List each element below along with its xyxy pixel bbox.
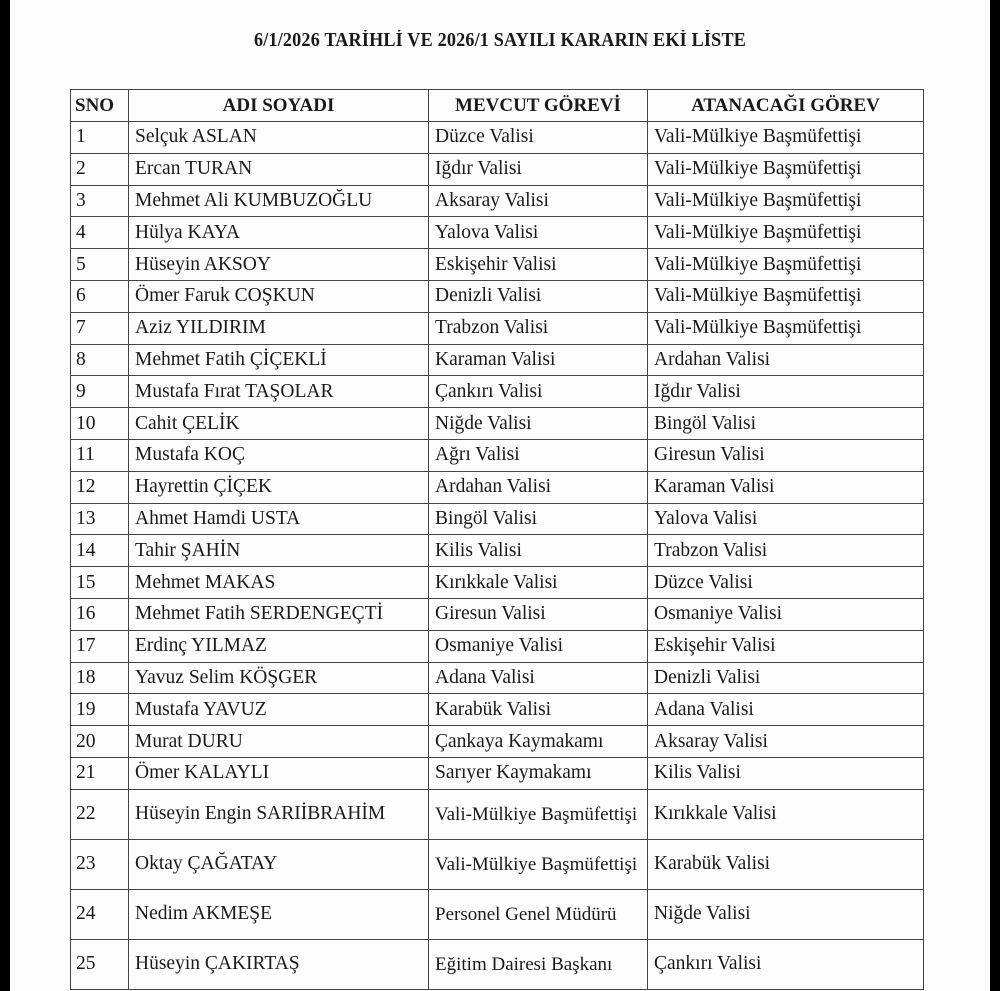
row-new-position: Vali-Mülkiye Başmüfettişi bbox=[648, 312, 924, 344]
row-new-position: Niğde Valisi bbox=[648, 889, 924, 939]
row-name: Hayrettin ÇİÇEK bbox=[129, 471, 429, 503]
row-current-position: Iğdır Valisi bbox=[429, 153, 648, 185]
table-row bbox=[71, 344, 924, 376]
row-name: Ercan TURAN bbox=[129, 153, 429, 185]
row-new-position: Trabzon Valisi bbox=[648, 535, 924, 567]
row-sno: 12 bbox=[71, 471, 129, 503]
row-new-position: Eskişehir Valisi bbox=[648, 630, 924, 662]
row-new-position: Düzce Valisi bbox=[648, 567, 924, 599]
row-new-position: Vali-Mülkiye Başmüfettişi bbox=[648, 122, 924, 154]
row-current-position: Çankaya Kaymakamı bbox=[429, 726, 648, 758]
row-name: Erdinç YILMAZ bbox=[129, 630, 429, 662]
row-name: Mehmet MAKAS bbox=[129, 567, 429, 599]
row-name: Mehmet Fatih SERDENGEÇTİ bbox=[129, 598, 429, 630]
row-current-position-text: Eğitim Dairesi Başkanı bbox=[435, 953, 613, 975]
document-page bbox=[10, 0, 990, 991]
appointment-table bbox=[70, 89, 924, 990]
row-new-position: Iğdır Valisi bbox=[648, 376, 924, 408]
table-row bbox=[71, 471, 924, 503]
row-current-position: Yalova Valisi bbox=[429, 217, 648, 249]
table-row bbox=[71, 153, 924, 185]
row-new-position: Aksaray Valisi bbox=[648, 726, 924, 758]
row-new-position: Vali-Mülkiye Başmüfettişi bbox=[648, 185, 924, 217]
row-sno: 21 bbox=[71, 757, 129, 789]
table-row bbox=[71, 939, 924, 989]
table-row bbox=[71, 889, 924, 939]
row-current-position: Ağrı Valisi bbox=[429, 439, 648, 471]
header-new-position: ATANACAĞI GÖREV bbox=[648, 90, 924, 122]
table-row bbox=[71, 757, 924, 789]
row-name: Mustafa KOÇ bbox=[129, 439, 429, 471]
row-current-position: Karabük Valisi bbox=[429, 694, 648, 726]
row-name: Yavuz Selim KÖŞGER bbox=[129, 662, 429, 694]
table-row bbox=[71, 630, 924, 662]
row-sno: 5 bbox=[71, 249, 129, 281]
row-current-position: Sarıyer Kaymakamı bbox=[429, 757, 648, 789]
row-sno: 10 bbox=[71, 408, 129, 440]
row-sno: 2 bbox=[71, 153, 129, 185]
document-title: 6/1/2026 TARİHLİ VE 2026/1 SAYILI KARARIN EKİ LİSTE bbox=[253, 30, 747, 51]
table-row bbox=[71, 535, 924, 567]
row-new-position: Vali-Mülkiye Başmüfettişi bbox=[648, 249, 924, 281]
row-current-position: Trabzon Valisi bbox=[429, 312, 648, 344]
row-name: Mustafa Fırat TAŞOLAR bbox=[129, 376, 429, 408]
row-sno: 23 bbox=[71, 839, 129, 889]
table-body bbox=[71, 122, 924, 990]
row-name: Mustafa YAVUZ bbox=[129, 694, 429, 726]
row-name: Ahmet Hamdi USTA bbox=[129, 503, 429, 535]
row-current-position bbox=[429, 939, 648, 989]
row-new-position: Bingöl Valisi bbox=[648, 408, 924, 440]
row-sno: 4 bbox=[71, 217, 129, 249]
row-new-position: Osmaniye Valisi bbox=[648, 598, 924, 630]
row-current-position-text: Personel Genel Müdürü bbox=[435, 903, 617, 925]
row-new-position: Denizli Valisi bbox=[648, 662, 924, 694]
table-row bbox=[71, 567, 924, 599]
row-name: Oktay ÇAĞATAY bbox=[129, 839, 429, 889]
row-current-position-text: Vali-Mülkiye Başmüfettişi bbox=[435, 853, 638, 875]
table-row bbox=[71, 694, 924, 726]
row-name: Aziz YILDIRIM bbox=[129, 312, 429, 344]
table-row bbox=[71, 312, 924, 344]
table-row bbox=[71, 217, 924, 249]
row-new-position: Vali-Mülkiye Başmüfettişi bbox=[648, 280, 924, 312]
row-current-position: Kırıkkale Valisi bbox=[429, 567, 648, 599]
row-current-position: Adana Valisi bbox=[429, 662, 648, 694]
table-row bbox=[71, 503, 924, 535]
table-row bbox=[71, 662, 924, 694]
table-row bbox=[71, 249, 924, 281]
table-row bbox=[71, 726, 924, 758]
row-current-position: Osmaniye Valisi bbox=[429, 630, 648, 662]
row-sno: 22 bbox=[71, 789, 129, 839]
row-current-position: Düzce Valisi bbox=[429, 122, 648, 154]
row-name: Ömer KALAYLI bbox=[129, 757, 429, 789]
row-current-position: Ardahan Valisi bbox=[429, 471, 648, 503]
table-row bbox=[71, 408, 924, 440]
row-sno: 6 bbox=[71, 280, 129, 312]
row-new-position: Çankırı Valisi bbox=[648, 939, 924, 989]
table-header-row bbox=[71, 90, 924, 122]
row-sno: 19 bbox=[71, 694, 129, 726]
row-sno: 14 bbox=[71, 535, 129, 567]
row-current-position: Aksaray Valisi bbox=[429, 185, 648, 217]
table-row bbox=[71, 185, 924, 217]
row-new-position: Giresun Valisi bbox=[648, 439, 924, 471]
row-sno: 13 bbox=[71, 503, 129, 535]
row-new-position: Adana Valisi bbox=[648, 694, 924, 726]
row-name: Hüseyin AKSOY bbox=[129, 249, 429, 281]
row-name: Mehmet Ali KUMBUZOĞLU bbox=[129, 185, 429, 217]
row-sno: 18 bbox=[71, 662, 129, 694]
row-current-position bbox=[429, 789, 648, 839]
row-name: Selçuk ASLAN bbox=[129, 122, 429, 154]
row-sno: 20 bbox=[71, 726, 129, 758]
table-row bbox=[71, 598, 924, 630]
row-name: Mehmet Fatih ÇİÇEKLİ bbox=[129, 344, 429, 376]
row-name: Hüseyin ÇAKIRTAŞ bbox=[129, 939, 429, 989]
row-current-position: Çankırı Valisi bbox=[429, 376, 648, 408]
row-sno: 15 bbox=[71, 567, 129, 599]
row-new-position: Karaman Valisi bbox=[648, 471, 924, 503]
row-name: Ömer Faruk COŞKUN bbox=[129, 280, 429, 312]
row-sno: 11 bbox=[71, 439, 129, 471]
row-name: Hülya KAYA bbox=[129, 217, 429, 249]
row-sno: 8 bbox=[71, 344, 129, 376]
row-current-position: Bingöl Valisi bbox=[429, 503, 648, 535]
row-name: Murat DURU bbox=[129, 726, 429, 758]
row-new-position: Vali-Mülkiye Başmüfettişi bbox=[648, 153, 924, 185]
row-current-position bbox=[429, 839, 648, 889]
table-row bbox=[71, 439, 924, 471]
row-sno: 17 bbox=[71, 630, 129, 662]
row-current-position-text: Vali-Mülkiye Başmüfettişi bbox=[435, 803, 638, 825]
table-row bbox=[71, 376, 924, 408]
row-current-position: Karaman Valisi bbox=[429, 344, 648, 376]
table-row bbox=[71, 280, 924, 312]
row-current-position: Niğde Valisi bbox=[429, 408, 648, 440]
row-name: Tahir ŞAHİN bbox=[129, 535, 429, 567]
row-new-position: Kilis Valisi bbox=[648, 757, 924, 789]
row-name: Nedim AKMEŞE bbox=[129, 889, 429, 939]
row-current-position: Giresun Valisi bbox=[429, 598, 648, 630]
table-row bbox=[71, 789, 924, 839]
row-sno: 24 bbox=[71, 889, 129, 939]
row-new-position: Kırıkkale Valisi bbox=[648, 789, 924, 839]
row-name: Hüseyin Engin SARIİBRAHİM bbox=[129, 789, 429, 839]
table-row bbox=[71, 122, 924, 154]
row-sno: 7 bbox=[71, 312, 129, 344]
row-sno: 25 bbox=[71, 939, 129, 989]
header-name: ADI SOYADI bbox=[129, 90, 429, 122]
row-name: Cahit ÇELİK bbox=[129, 408, 429, 440]
row-new-position: Vali-Mülkiye Başmüfettişi bbox=[648, 217, 924, 249]
header-current-position: MEVCUT GÖREVİ bbox=[429, 90, 648, 122]
row-sno: 16 bbox=[71, 598, 129, 630]
row-sno: 1 bbox=[71, 122, 129, 154]
row-new-position: Ardahan Valisi bbox=[648, 344, 924, 376]
row-current-position: Eskişehir Valisi bbox=[429, 249, 648, 281]
table-row bbox=[71, 839, 924, 889]
row-new-position: Yalova Valisi bbox=[648, 503, 924, 535]
row-sno: 3 bbox=[71, 185, 129, 217]
row-new-position: Karabük Valisi bbox=[648, 839, 924, 889]
row-sno: 9 bbox=[71, 376, 129, 408]
row-current-position: Denizli Valisi bbox=[429, 280, 648, 312]
row-current-position: Kilis Valisi bbox=[429, 535, 648, 567]
header-sno: SNO bbox=[71, 90, 129, 122]
row-current-position bbox=[429, 889, 648, 939]
